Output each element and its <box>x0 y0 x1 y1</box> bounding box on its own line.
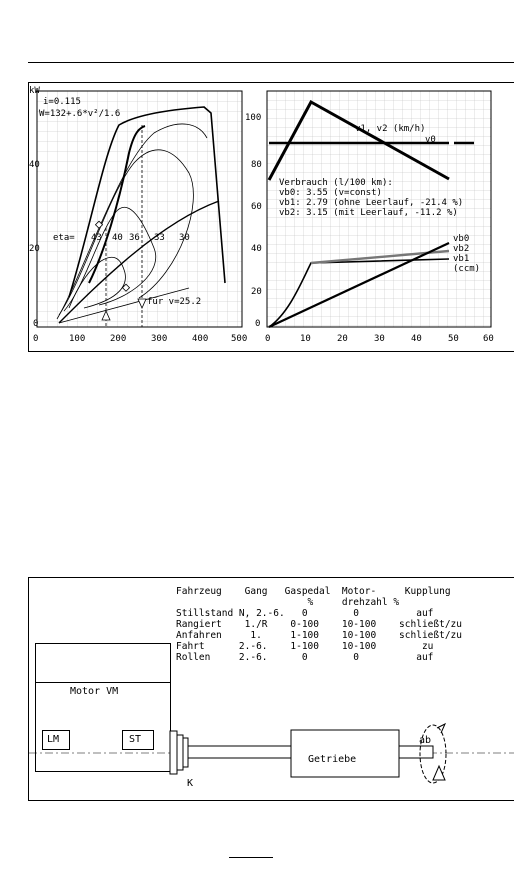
clutch-plate-2 <box>183 738 188 767</box>
left-xtick-400: 400 <box>192 334 209 344</box>
left-xtick-500: 500 <box>231 334 248 344</box>
table-row: Stillstand N, 2.-6. 0 0 auf <box>176 608 434 619</box>
verbrauch-title: Verbrauch (l/100 km): <box>279 178 393 188</box>
right-xtick-40: 40 <box>411 334 422 344</box>
eta-value-43: 43 <box>91 233 102 243</box>
left-plot <box>29 86 247 344</box>
drive-shaft <box>188 746 291 758</box>
footer-rule <box>229 857 273 858</box>
right-ytick-80: 80 <box>251 160 262 170</box>
curve-label-ccm: (ccm) <box>453 264 481 274</box>
table-header-1: Fahrzeug Gang Gaspedal Motor- Kupplung <box>176 586 451 597</box>
table-header-2: % drehzahl % <box>176 597 400 608</box>
clutch-plate-1 <box>177 735 183 770</box>
eta-label: eta= <box>53 233 75 243</box>
eta-value-33: 33 <box>154 233 165 243</box>
left-i-label: i=0.115 <box>43 97 81 107</box>
vb0-line-text: vb0: 3.55 (v=const) <box>279 188 382 198</box>
top-rule <box>28 62 514 63</box>
eta-value-40: 40 <box>112 233 123 243</box>
right-plot <box>245 91 494 344</box>
top-figure-svg <box>29 83 514 351</box>
left-xtick-300: 300 <box>151 334 168 344</box>
left-xtick-200: 200 <box>110 334 127 344</box>
left-w-label: W=132+.6*v²/1.6 <box>39 109 121 119</box>
right-xtick-30: 30 <box>374 334 385 344</box>
right-ytick-60: 60 <box>251 202 262 212</box>
v-label: v1, v2 (km/h) <box>355 124 426 134</box>
v0-label: v0 <box>425 135 436 145</box>
left-ytick-20: 20 <box>29 244 40 254</box>
st-label: ST <box>129 734 142 745</box>
left-y-unit: kW <box>29 86 40 96</box>
curve-label-vb2: vb2 <box>453 244 470 254</box>
vb2-line-text: vb2: 3.15 (mit Leerlauf, -11.2 %) <box>279 208 458 218</box>
motor-label: Motor VM <box>70 686 119 697</box>
left-xtick-0: 0 <box>33 334 39 344</box>
left-plot-frame <box>37 91 242 327</box>
right-ytick-20: 20 <box>251 287 262 297</box>
ab-label: ab <box>419 735 432 746</box>
rotation-arrow <box>437 724 445 733</box>
right-xtick-60: 60 <box>483 334 494 344</box>
eta-value-36: 36 <box>129 233 140 243</box>
lm-label: LM <box>47 734 60 745</box>
right-xtick-0: 0 <box>265 334 271 344</box>
right-ytick-40: 40 <box>251 244 262 254</box>
drivetrain-svg <box>29 578 514 800</box>
curve-label-vb1: vb1 <box>453 254 470 264</box>
bottom-figure <box>28 577 514 801</box>
right-xtick-50: 50 <box>448 334 459 344</box>
curve-label-vb0: vb0 <box>453 234 470 244</box>
k-label: K <box>187 778 194 789</box>
table-row: Rollen 2.-6. 0 0 auf <box>176 652 434 663</box>
table-row: Anfahren 1. 1-100 10-100 schließt/zu <box>176 630 462 641</box>
output-shaft <box>399 746 433 758</box>
eta-value-30: 30 <box>179 233 190 243</box>
vb1-line-text: vb1: 2.79 (ohne Leerlauf, -21.4 %) <box>279 198 464 208</box>
right-ytick-100: 100 <box>245 113 262 123</box>
right-xtick-20: 20 <box>337 334 348 344</box>
right-ytick-0: 0 <box>255 319 261 329</box>
table-row: Rangiert 1./R 0-100 10-100 schließt/zu <box>176 619 462 630</box>
right-xtick-10: 10 <box>300 334 311 344</box>
getriebe-label: Getriebe <box>308 754 357 765</box>
left-xtick-100: 100 <box>69 334 86 344</box>
left-ytick-40: 40 <box>29 160 40 170</box>
table-row: Fahrt 2.-6. 1-100 10-100 zu <box>176 641 434 652</box>
top-figure <box>28 82 514 352</box>
fuer-v-label: für v=25.2 <box>147 297 202 307</box>
flywheel <box>170 731 177 774</box>
left-ytick-0: 0 <box>33 319 39 329</box>
